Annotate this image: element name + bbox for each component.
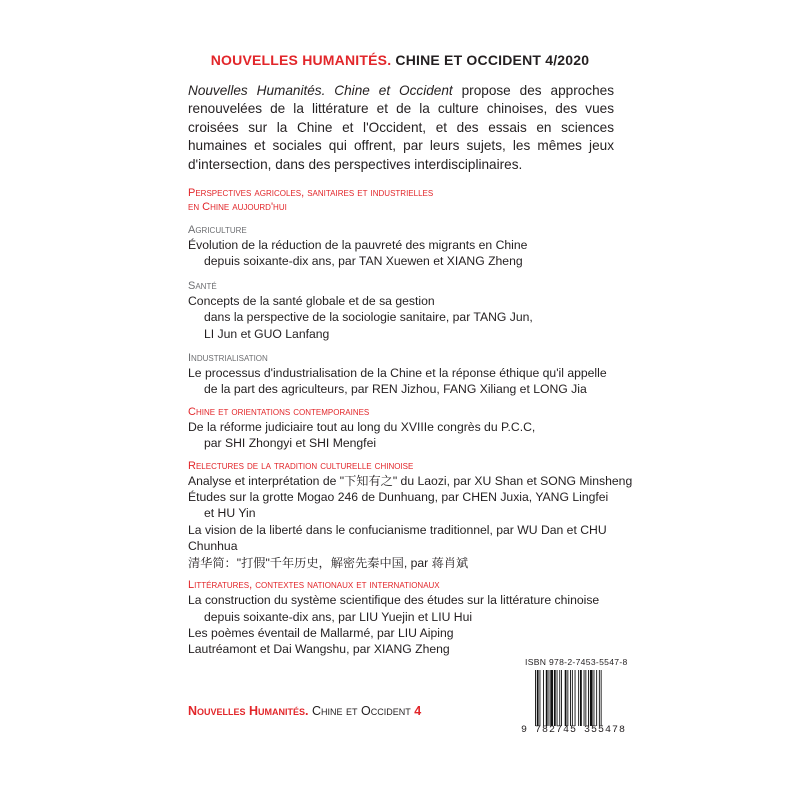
toc-entry: Analyse et interprétation de "下知有之" du Laozi, par XU Shan et SONG Minsheng <box>188 473 633 488</box>
isbn-label: ISBN 978-2-7453-5547-8 <box>525 657 628 667</box>
barcode-bar <box>557 670 558 726</box>
barcode-bar <box>599 670 600 726</box>
subsection-industrialisation: Industrialisation <box>188 352 268 365</box>
section-title-litteratures: Littératures, contextes nationaux et internationaux <box>188 579 440 592</box>
barcode-bar <box>567 670 568 726</box>
barcode-digits: 9 782745 355478 <box>521 725 627 736</box>
barcode-bar <box>572 670 573 726</box>
toc-entry: La construction du système scientifique des études sur la littérature chinoise depuis soixante-dix ans, par LIU Yuejin et LIU Hui <box>188 593 600 624</box>
subsection-agriculture: Agriculture <box>188 224 247 236</box>
toc-entry: 清华简："打假"千年历史，解密先秦中国, par 蒋肖斌 <box>188 555 469 570</box>
title-issue: CHINE ET OCCIDENT 4/2020 <box>395 52 590 68</box>
toc-entry: Lautréamont et Dai Wangshu, par XIANG Zheng <box>188 642 450 657</box>
toc-entry: Les poèmes éventail de Mallarmé, par LIU Aiping <box>188 625 454 640</box>
toc-entry: Études sur la grotte Mogao 246 de Dunhuang, par CHEN Juxia, YANG Lingfei et HU Yin <box>188 490 609 521</box>
footer-issue-number: 4 <box>414 704 422 718</box>
title-series: NOUVELLES HUMANITÉS. <box>210 52 392 68</box>
footer-series-name <box>188 704 421 718</box>
subsection-sante: Santé <box>188 279 217 292</box>
barcode-bars <box>535 670 631 726</box>
barcode-bar <box>578 670 579 726</box>
intro-text: propose des approches renouvelées de la littérature et de la culture chinoises, des vues croisées sur la Chine et l'Occident, et des essais en sciences humaines et sociales qui offrent, par leurs sujets, les mêmes jeux d'intersection, dans des perspectives interdisciplinaires. <box>188 83 614 172</box>
barcode-bar <box>537 670 539 726</box>
barcode-bar <box>588 670 589 726</box>
table-of-contents <box>188 186 648 658</box>
barcode-bar <box>570 670 571 726</box>
toc-entry: Concepts de la santé globale et de sa gestion dans la perspective de la sociologie sanitaire, par TANG Jun, LI Jun et GUO Lanfang <box>188 293 533 341</box>
barcode-bar <box>590 670 593 726</box>
intro-paragraph <box>188 82 614 174</box>
intro-journal-name: Nouvelles Humanités. Chine et Occident <box>188 83 453 98</box>
toc-entry: La vision de la liberté dans le confucianisme traditionnel, par WU Dan et CHU Chunhua <box>188 522 607 554</box>
barcode-bar <box>561 670 562 726</box>
barcode-bar <box>546 670 548 726</box>
barcode-bar <box>554 670 556 726</box>
barcode-bar <box>559 670 560 726</box>
toc-entry: Le processus d'industrialisation de la Chine et la réponse éthique qu'il appelle de la part des agriculteurs, par REN Jizhou, FANG Xiliang et LONG Jia <box>188 366 607 397</box>
barcode-bar <box>594 670 595 726</box>
barcode-bar <box>575 670 576 726</box>
barcode-bar <box>550 670 553 726</box>
footer-series-rest: Chine et Occident <box>312 704 411 718</box>
barcode-bar <box>580 670 582 726</box>
section-title-orientations: Chine et orientations contemporaines <box>188 405 370 418</box>
barcode-bar <box>565 670 567 726</box>
section-title-relectures: Relectures de la tradition culturelle chinoise <box>188 459 414 472</box>
footer-series-red: Nouvelles Humanités. <box>188 704 309 718</box>
toc-entry: Évolution de la réduction de la pauvreté des migrants en Chine depuis soixante-dix ans, par TAN Xuewen et XIANG Zheng <box>188 238 528 269</box>
barcode-bar <box>535 670 536 726</box>
barcode-bar <box>584 670 585 726</box>
barcode-bar <box>540 670 541 726</box>
barcode-bar <box>549 670 550 726</box>
toc-entry: De la réforme judiciaire tout au long du XVIIIe congrès du P.C.C, par SHI Zhongyi et SHI Mengfei <box>188 419 536 451</box>
section-title-perspectives: Perspectives agricoles, sanitaires et industrielles en Chine aujourd'hui <box>188 187 434 213</box>
barcode-bar <box>585 670 586 726</box>
barcode-bar <box>596 670 597 726</box>
barcode-bar <box>543 670 544 726</box>
page-title <box>0 52 800 68</box>
barcode-bar <box>601 670 602 726</box>
